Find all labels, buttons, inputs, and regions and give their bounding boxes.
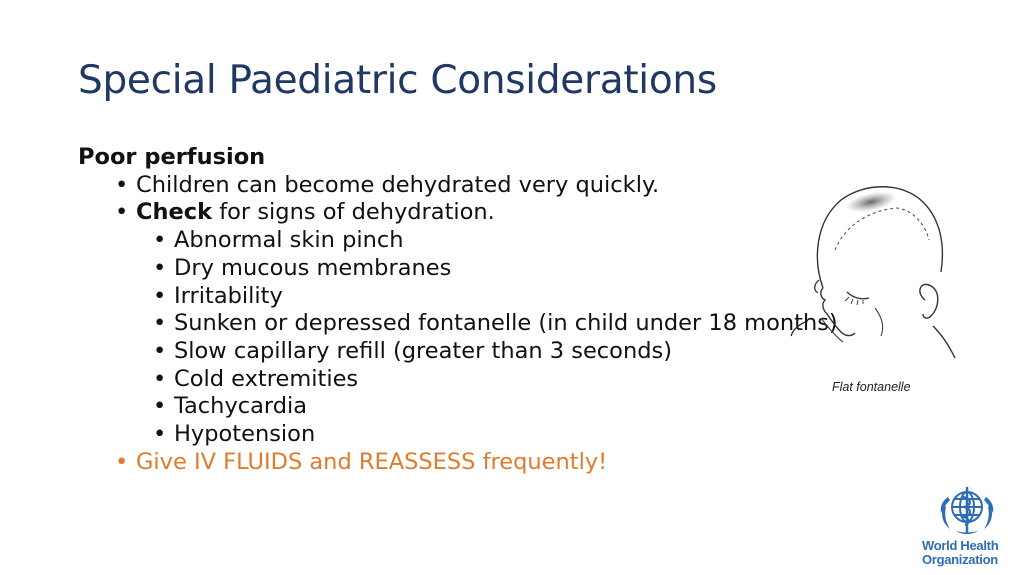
sub-bullet-item [78, 393, 758, 421]
sub-bullet-text: Dry mucous membranes [174, 254, 452, 281]
section-heading: Poor perfusion [78, 144, 266, 170]
sub-bullet-item [78, 227, 758, 255]
logo-text [922, 539, 1022, 567]
bullet-marker: • [153, 282, 167, 309]
sub-bullet-item [78, 338, 758, 366]
slide-body [78, 144, 838, 476]
action-text: Give IV FLUIDS and REASSESS frequently! [136, 448, 608, 475]
logo-line-1: World Health [922, 538, 999, 553]
bullet-marker: • [153, 310, 167, 337]
bullet-text: for signs of dehydration. [212, 199, 495, 226]
baby-head-illustration [785, 180, 965, 380]
sub-bullet-text: Irritability [174, 282, 283, 309]
bullet-bold-text: Check [136, 199, 213, 226]
sub-bullet-text: Sunken or depressed fontanelle (in child under 18 months) [174, 310, 838, 337]
sub-bullet-item [78, 310, 854, 338]
sub-bullet-text: Hypotension [174, 421, 316, 448]
bullet-marker: • [115, 199, 129, 226]
bullet-marker: • [115, 171, 129, 198]
logo-line-2: Organization [922, 552, 998, 567]
who-emblem-icon [936, 483, 998, 537]
bullet-text: Children can become dehydrated very quickly. [136, 171, 660, 198]
sub-bullet-text: Cold extremities [174, 365, 359, 392]
bullet-marker: • [115, 448, 129, 475]
sub-bullet-text: Abnormal skin pinch [174, 227, 404, 254]
who-logo [918, 483, 1018, 573]
sub-bullet-item [78, 421, 758, 449]
bullet-marker: • [153, 365, 167, 392]
bullet-marker: • [153, 254, 167, 281]
sub-bullet-text: Slow capillary refill (greater than 3 seconds) [174, 337, 672, 364]
bullet-marker: • [153, 337, 167, 364]
action-bullet-item [78, 449, 758, 477]
slide-title: Special Paediatric Considerations [78, 58, 717, 103]
bullet-item [78, 199, 758, 227]
sub-bullet-item [78, 366, 758, 394]
bullet-marker: • [153, 393, 167, 420]
bullet-item [78, 172, 758, 200]
sub-bullet-item [78, 255, 758, 283]
figure-caption: Flat fontanelle [832, 380, 911, 394]
bullet-marker: • [153, 227, 167, 254]
sub-bullet-item [78, 283, 758, 311]
bullet-marker: • [153, 421, 167, 448]
sub-bullet-text: Tachycardia [174, 393, 308, 420]
